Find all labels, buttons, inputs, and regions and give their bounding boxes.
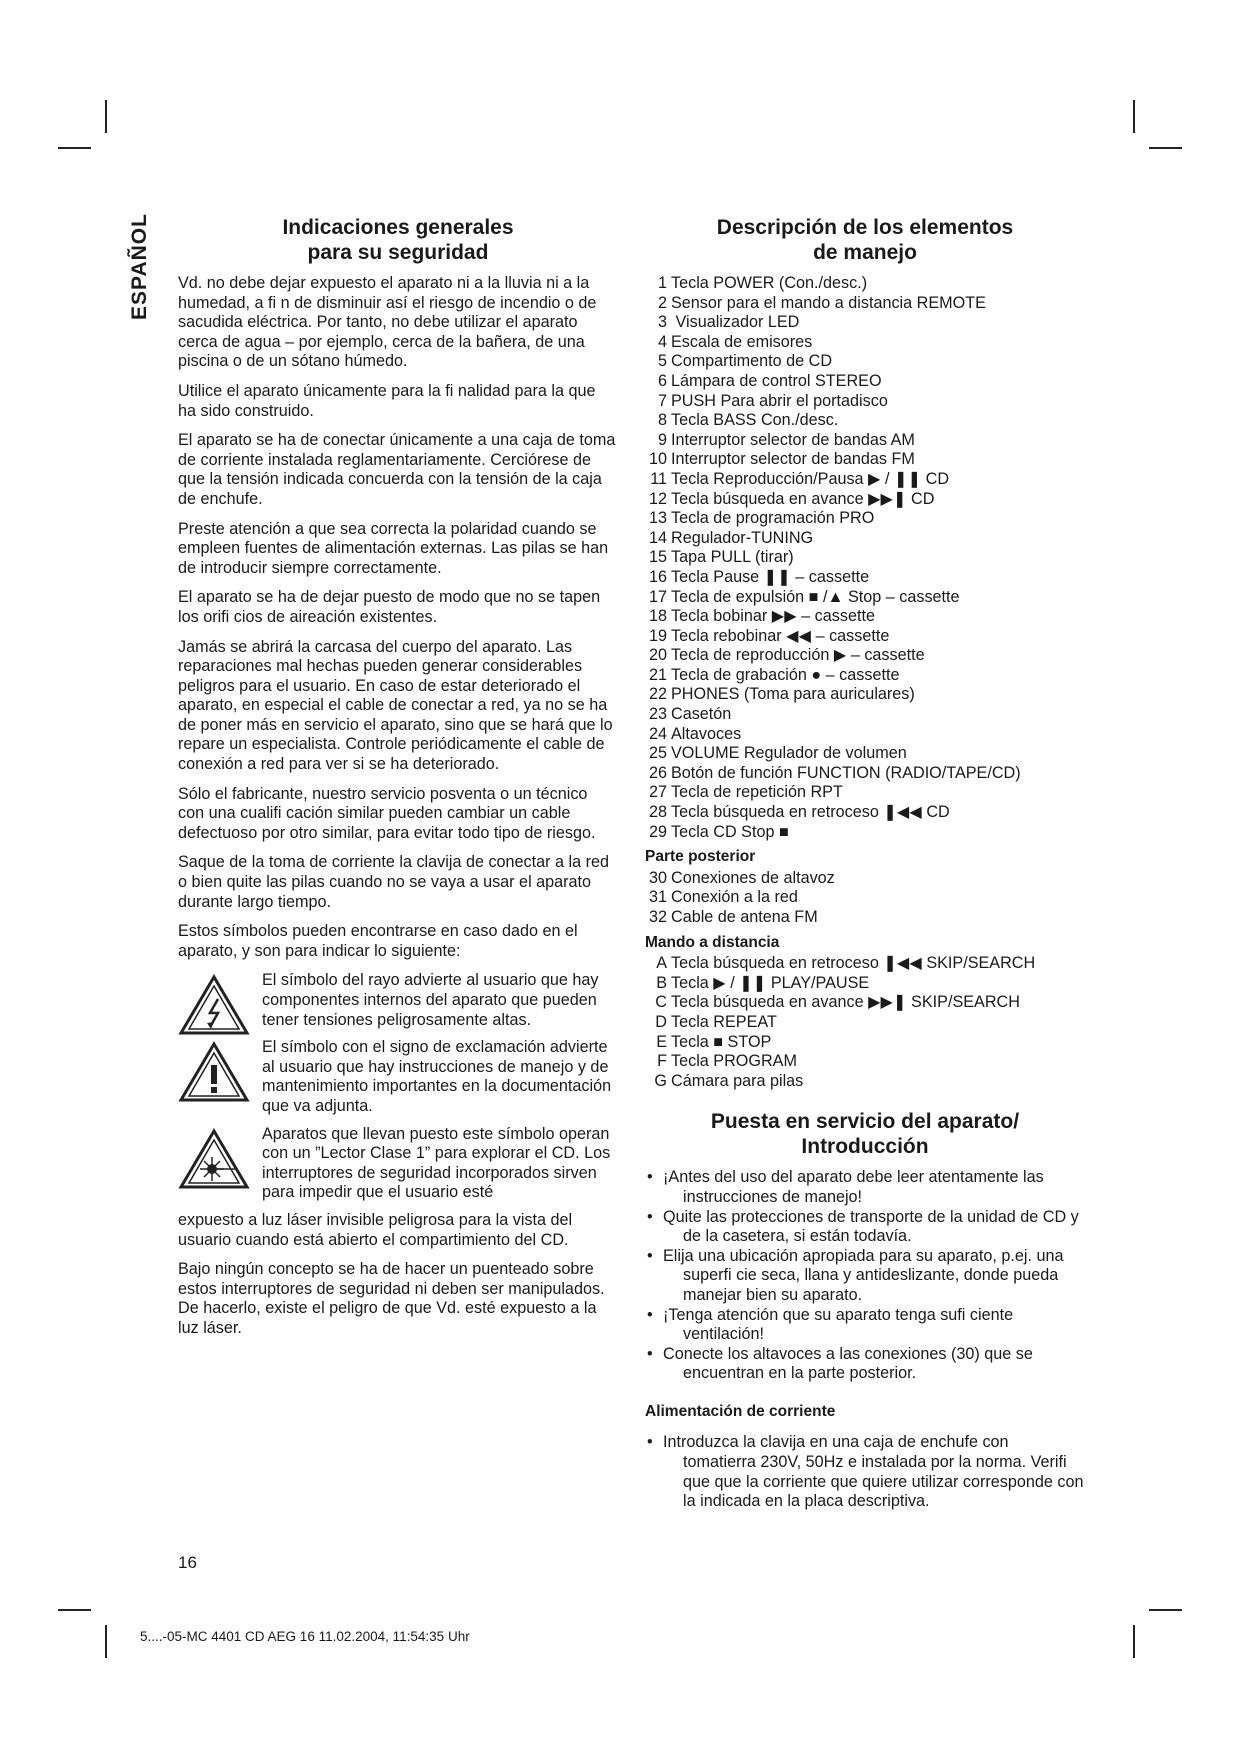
list-item: • Elija una ubicación apropiada para su aparato, p.ej. una superfi cie seca, llana y antideslizante, donde pueda manejar bien su aparato. <box>645 1247 1085 1306</box>
item-number: 32 <box>648 908 667 926</box>
item-number: 1 <box>657 274 667 292</box>
item-number: 12 <box>648 489 667 508</box>
item-number: 16 <box>648 567 667 586</box>
list-item <box>645 372 1085 392</box>
item-text: VOLUME Regulador de volumen <box>671 744 907 763</box>
paragraph: Vd. no debe dejar expuesto el aparato ni a la lluvia ni a la humedad, a fi n de disminuir así el riesgo de incendio o de sacudida eléctrica. Por tanto, no debe utilizar el aparato cerca de agua – por ejemplo, cerca de la bañera, de una piscina o de un sótano húmedo. <box>178 274 597 371</box>
power-heading: Alimentación de corriente <box>645 1402 836 1420</box>
item-number: A <box>656 954 667 973</box>
item-number: 7 <box>657 391 667 410</box>
item-number: 23 <box>648 705 667 724</box>
power-list <box>645 1433 1085 1511</box>
crop-mark <box>58 147 91 149</box>
item-number: D <box>655 1012 667 1031</box>
item-text: Cable de antena FM <box>671 908 818 926</box>
item-number: 27 <box>648 783 667 802</box>
list-item <box>645 1072 1085 1092</box>
crop-mark <box>105 100 107 133</box>
item-text: Lámpara de control STEREO <box>671 371 882 390</box>
crop-mark <box>1149 147 1182 149</box>
item-text: Tecla búsqueda en retroceso ❚◀◀ SKIP/SEARCH <box>671 954 1036 973</box>
list-item: • ¡Antes del uso del aparato debe leer atentamente las instrucciones de manejo! <box>645 1168 1085 1207</box>
list-item <box>645 627 1085 647</box>
list-item <box>645 1052 1085 1072</box>
list-item <box>645 1033 1085 1053</box>
item-number: 9 <box>657 430 667 449</box>
list-item <box>645 411 1085 431</box>
lightning-warning: El símbolo del rayo advierte al usuario que hay componentes internos del aparato que pueden tener tensiones peligrosamente altas. <box>178 971 618 1030</box>
item-number: 6 <box>657 371 667 390</box>
item-number: 24 <box>648 724 667 743</box>
item-number: 29 <box>648 822 667 841</box>
crop-mark <box>1133 100 1135 133</box>
item-text: Compartimento de CD <box>671 352 833 371</box>
laser-warning: Aparatos que llevan puesto este símbolo operan con un ”Lector Clase 1” para explorar el CD. Los interruptores de seguridad incorporados sirven para impedir que el usuario esté <box>178 1125 618 1203</box>
controls-list <box>645 274 1085 842</box>
controls-heading: Descripción de los elementos de manejo <box>716 216 1014 264</box>
list-item <box>645 888 1085 908</box>
crop-mark <box>105 1625 107 1658</box>
item-number: C <box>655 993 667 1012</box>
item-number: 31 <box>648 888 667 907</box>
list-item <box>645 974 1085 994</box>
item-text: Tecla búsqueda en avance ▶▶❚ SKIP/SEARCH <box>671 993 1020 1012</box>
list-item <box>645 764 1085 784</box>
item-text: Conexiones de altavoz <box>671 868 835 887</box>
item-text: Cámara para pilas <box>671 1071 804 1090</box>
crop-mark <box>1149 1609 1182 1611</box>
paragraph: Utilice el aparato únicamente para la fi nalidad para la que ha sido construido. <box>178 381 596 420</box>
list-item <box>645 333 1085 353</box>
list-item <box>645 294 1085 314</box>
item-number: 15 <box>648 548 667 567</box>
item-text: Tecla de reproducción ▶ – cassette <box>671 646 925 665</box>
item-text: Tecla bobinar ▶▶ – cassette <box>671 607 875 626</box>
list-item <box>645 823 1085 843</box>
item-number: 19 <box>648 626 667 645</box>
item-number: 5 <box>657 352 667 371</box>
list-item <box>645 470 1085 490</box>
item-text: Tecla REPEAT <box>671 1012 777 1031</box>
item-number: 11 <box>650 469 667 488</box>
list-item <box>645 568 1085 588</box>
item-text: Tecla ▶ / ❚❚ PLAY/PAUSE <box>671 973 870 992</box>
safety-heading: Indicaciones generales para su seguridad <box>282 216 514 264</box>
paragraph: Jamás se abrirá la carcasa del cuerpo del aparato. Las reparaciones mal hechas pueden generar considerables peligros para el usuario. En caso de estar deteriorado el aparato, en especial el cable de conectar a red, ya no se ha de poner más en servicio el aparato, sino que se hará que lo repare un especialista. Controle periódicamente el cable de conexión a red para ver si se ha deteriorado. <box>178 637 613 774</box>
rear-heading: Parte posterior <box>645 848 756 866</box>
list-item <box>645 450 1085 470</box>
item-text: Tecla búsqueda en retroceso ❚◀◀ CD <box>671 803 950 822</box>
list-item <box>645 803 1085 823</box>
rear-list <box>645 869 1085 928</box>
item-number: 4 <box>657 332 667 351</box>
list-item <box>645 666 1085 686</box>
item-number: 22 <box>648 685 667 704</box>
list-item: • Quite las protecciones de transporte de la unidad de CD y de la casetera, si están todavía. <box>645 1208 1085 1247</box>
list-item: • Introduzca la clavija en una caja de enchufe con tomatierra 230V, 50Hz e instalada por la norma. Verifi que que la corriente que quiere utilizar corresponde con la indicada en la placa descriptiva. <box>645 1433 1085 1511</box>
item-number: F <box>657 1052 667 1071</box>
item-number: 3 <box>657 313 667 332</box>
list-item <box>645 954 1085 974</box>
item-number: 14 <box>648 528 667 547</box>
item-number: 17 <box>648 587 667 606</box>
item-text: Conexión a la red <box>671 888 798 907</box>
item-text: Tecla BASS Con./desc. <box>671 411 839 430</box>
item-text: Tecla PROGRAM <box>671 1052 797 1071</box>
item-text: Regulador-TUNING <box>671 528 814 547</box>
paragraph: Sólo el fabricante, nuestro servicio posventa o un técnico con una cualifi cación similar pueden cambiar un cable defectuoso por otro similar, para evitar todo tipo de riesgo. <box>178 784 596 842</box>
page-number: 16 <box>178 1553 197 1572</box>
item-text: Interruptor selector de bandas AM <box>671 430 915 449</box>
item-number: G <box>654 1071 667 1090</box>
list-item <box>645 908 1085 928</box>
setup-heading: Puesta en servicio del aparato/ Introducción <box>710 1110 1020 1159</box>
paragraph: Saque de la toma de corriente la clavija de conectar a la red o bien quite las pilas cuando no se vaya a usar el aparato durante largo tiempo. <box>178 853 610 911</box>
item-text: Tecla de repetición RPT <box>671 783 843 802</box>
list-item <box>645 1013 1085 1033</box>
list-item <box>645 783 1085 803</box>
paragraph: expuesto a luz láser invisible peligrosa para la vista del usuario cuando está abierto el compartimiento del CD. <box>178 1210 573 1249</box>
item-text: Altavoces <box>671 724 742 743</box>
item-number: E <box>656 1032 667 1051</box>
item-text: Visualizador LED <box>671 313 800 332</box>
paragraph: El aparato se ha de dejar puesto de modo que no se tapen los orifi cios de aireación existentes. <box>178 588 601 626</box>
item-number: 13 <box>648 509 667 528</box>
list-item <box>645 588 1085 608</box>
list-item <box>645 993 1085 1013</box>
remote-heading: Mando a distancia <box>645 933 780 951</box>
item-number: 28 <box>648 803 667 822</box>
list-item <box>645 431 1085 451</box>
list-item: • ¡Tenga atención que su aparato tenga sufi ciente ventilación! <box>645 1306 1085 1345</box>
item-text: Escala de emisores <box>671 332 813 351</box>
item-number: 10 <box>648 450 667 469</box>
paragraph: Estos símbolos pueden encontrarse en caso dado en el aparato, y son para indicar lo siguiente: <box>178 922 578 960</box>
item-text: Tecla de grabación ● – cassette <box>671 665 900 684</box>
item-text: Tecla Pause ❚❚ – cassette <box>671 567 870 586</box>
list-item: • Conecte los altavoces a las conexiones (30) que se encuentran en la parte posterior. <box>645 1345 1085 1384</box>
item-number: 25 <box>648 744 667 763</box>
list-item <box>645 607 1085 627</box>
list-item <box>645 490 1085 510</box>
list-item <box>645 352 1085 372</box>
item-text: Tecla POWER (Con./desc.) <box>671 274 868 292</box>
item-text: Tecla CD Stop ■ <box>671 822 789 841</box>
item-number: 2 <box>657 293 667 312</box>
item-number: 18 <box>648 607 667 626</box>
setup-list <box>645 1168 1085 1384</box>
paragraph: El aparato se ha de conectar únicamente a una caja de toma de corriente instalada reglamentariamente. Cerciórese de que la tensión indicada concuerda con la tensión de la caja de enchufe. <box>178 431 616 508</box>
list-item <box>645 392 1085 412</box>
item-text: Tecla ■ STOP <box>671 1032 772 1051</box>
item-text: Interruptor selector de bandas FM <box>671 450 915 469</box>
item-text: Tapa PULL (tirar) <box>671 548 794 567</box>
remote-list <box>645 954 1085 1091</box>
item-text: Sensor para el mando a distancia REMOTE <box>671 293 986 312</box>
list-item <box>645 685 1085 705</box>
list-item <box>645 744 1085 764</box>
list-item <box>645 529 1085 549</box>
paragraph: Preste atención a que sea correcta la polaridad cuando se empleen fuentes de alimentación externas. Las pilas se han de introducir siempre correctamente. <box>178 519 609 577</box>
item-text: Botón de función FUNCTION (RADIO/TAPE/CD) <box>671 763 1021 782</box>
item-number: B <box>656 973 667 992</box>
item-text: Tecla de expulsión ■ /▲ Stop – cassette <box>671 587 960 606</box>
item-number: 30 <box>648 868 667 887</box>
item-text: PHONES (Toma para auriculares) <box>671 685 915 704</box>
print-footer: 5....-05-MC 4401 CD AEG 16 11.02.2004, 11:54:35 Uhr <box>140 1629 470 1644</box>
item-number: 8 <box>657 411 667 430</box>
paragraph: Bajo ningún concepto se ha de hacer un puenteado sobre estos interruptores de seguridad ni deben ser manipulados. De hacerlo, existe el peligro de que Vd. esté expuesto a la luz láser. <box>178 1260 605 1337</box>
controls-column <box>645 215 1085 1520</box>
list-item <box>645 313 1085 333</box>
item-text: Tecla búsqueda en avance ▶▶❚ CD <box>671 489 935 508</box>
item-text: Tecla de programación PRO <box>671 509 875 528</box>
list-item <box>645 705 1085 725</box>
lightning-warning-icon <box>178 973 250 1037</box>
crop-mark <box>58 1609 91 1611</box>
item-text: Casetón <box>671 705 732 724</box>
item-number: 20 <box>648 646 667 665</box>
crop-mark <box>1133 1625 1135 1658</box>
exclamation-warning: El símbolo con el signo de exclamación advierte al usuario que hay instrucciones de manejo y de mantenimiento importantes en la documentación que va adjunta. <box>178 1038 618 1116</box>
item-text: Tecla rebobinar ◀◀ – cassette <box>671 626 890 645</box>
list-item <box>645 869 1085 889</box>
item-text: PUSH Para abrir el portadisco <box>671 391 888 410</box>
list-item <box>645 646 1085 666</box>
list-item <box>645 509 1085 529</box>
item-number: 26 <box>648 763 667 782</box>
list-item <box>645 725 1085 745</box>
safety-column <box>178 215 618 1349</box>
laser-warning-icon <box>178 1127 250 1191</box>
list-item <box>645 274 1085 294</box>
exclamation-warning-icon <box>178 1040 250 1104</box>
item-text: Tecla Reproducción/Pausa ▶ / ❚❚ CD <box>671 469 950 488</box>
item-number: 21 <box>648 665 667 684</box>
language-tab: ESPAÑOL <box>128 213 151 320</box>
list-item <box>645 548 1085 568</box>
